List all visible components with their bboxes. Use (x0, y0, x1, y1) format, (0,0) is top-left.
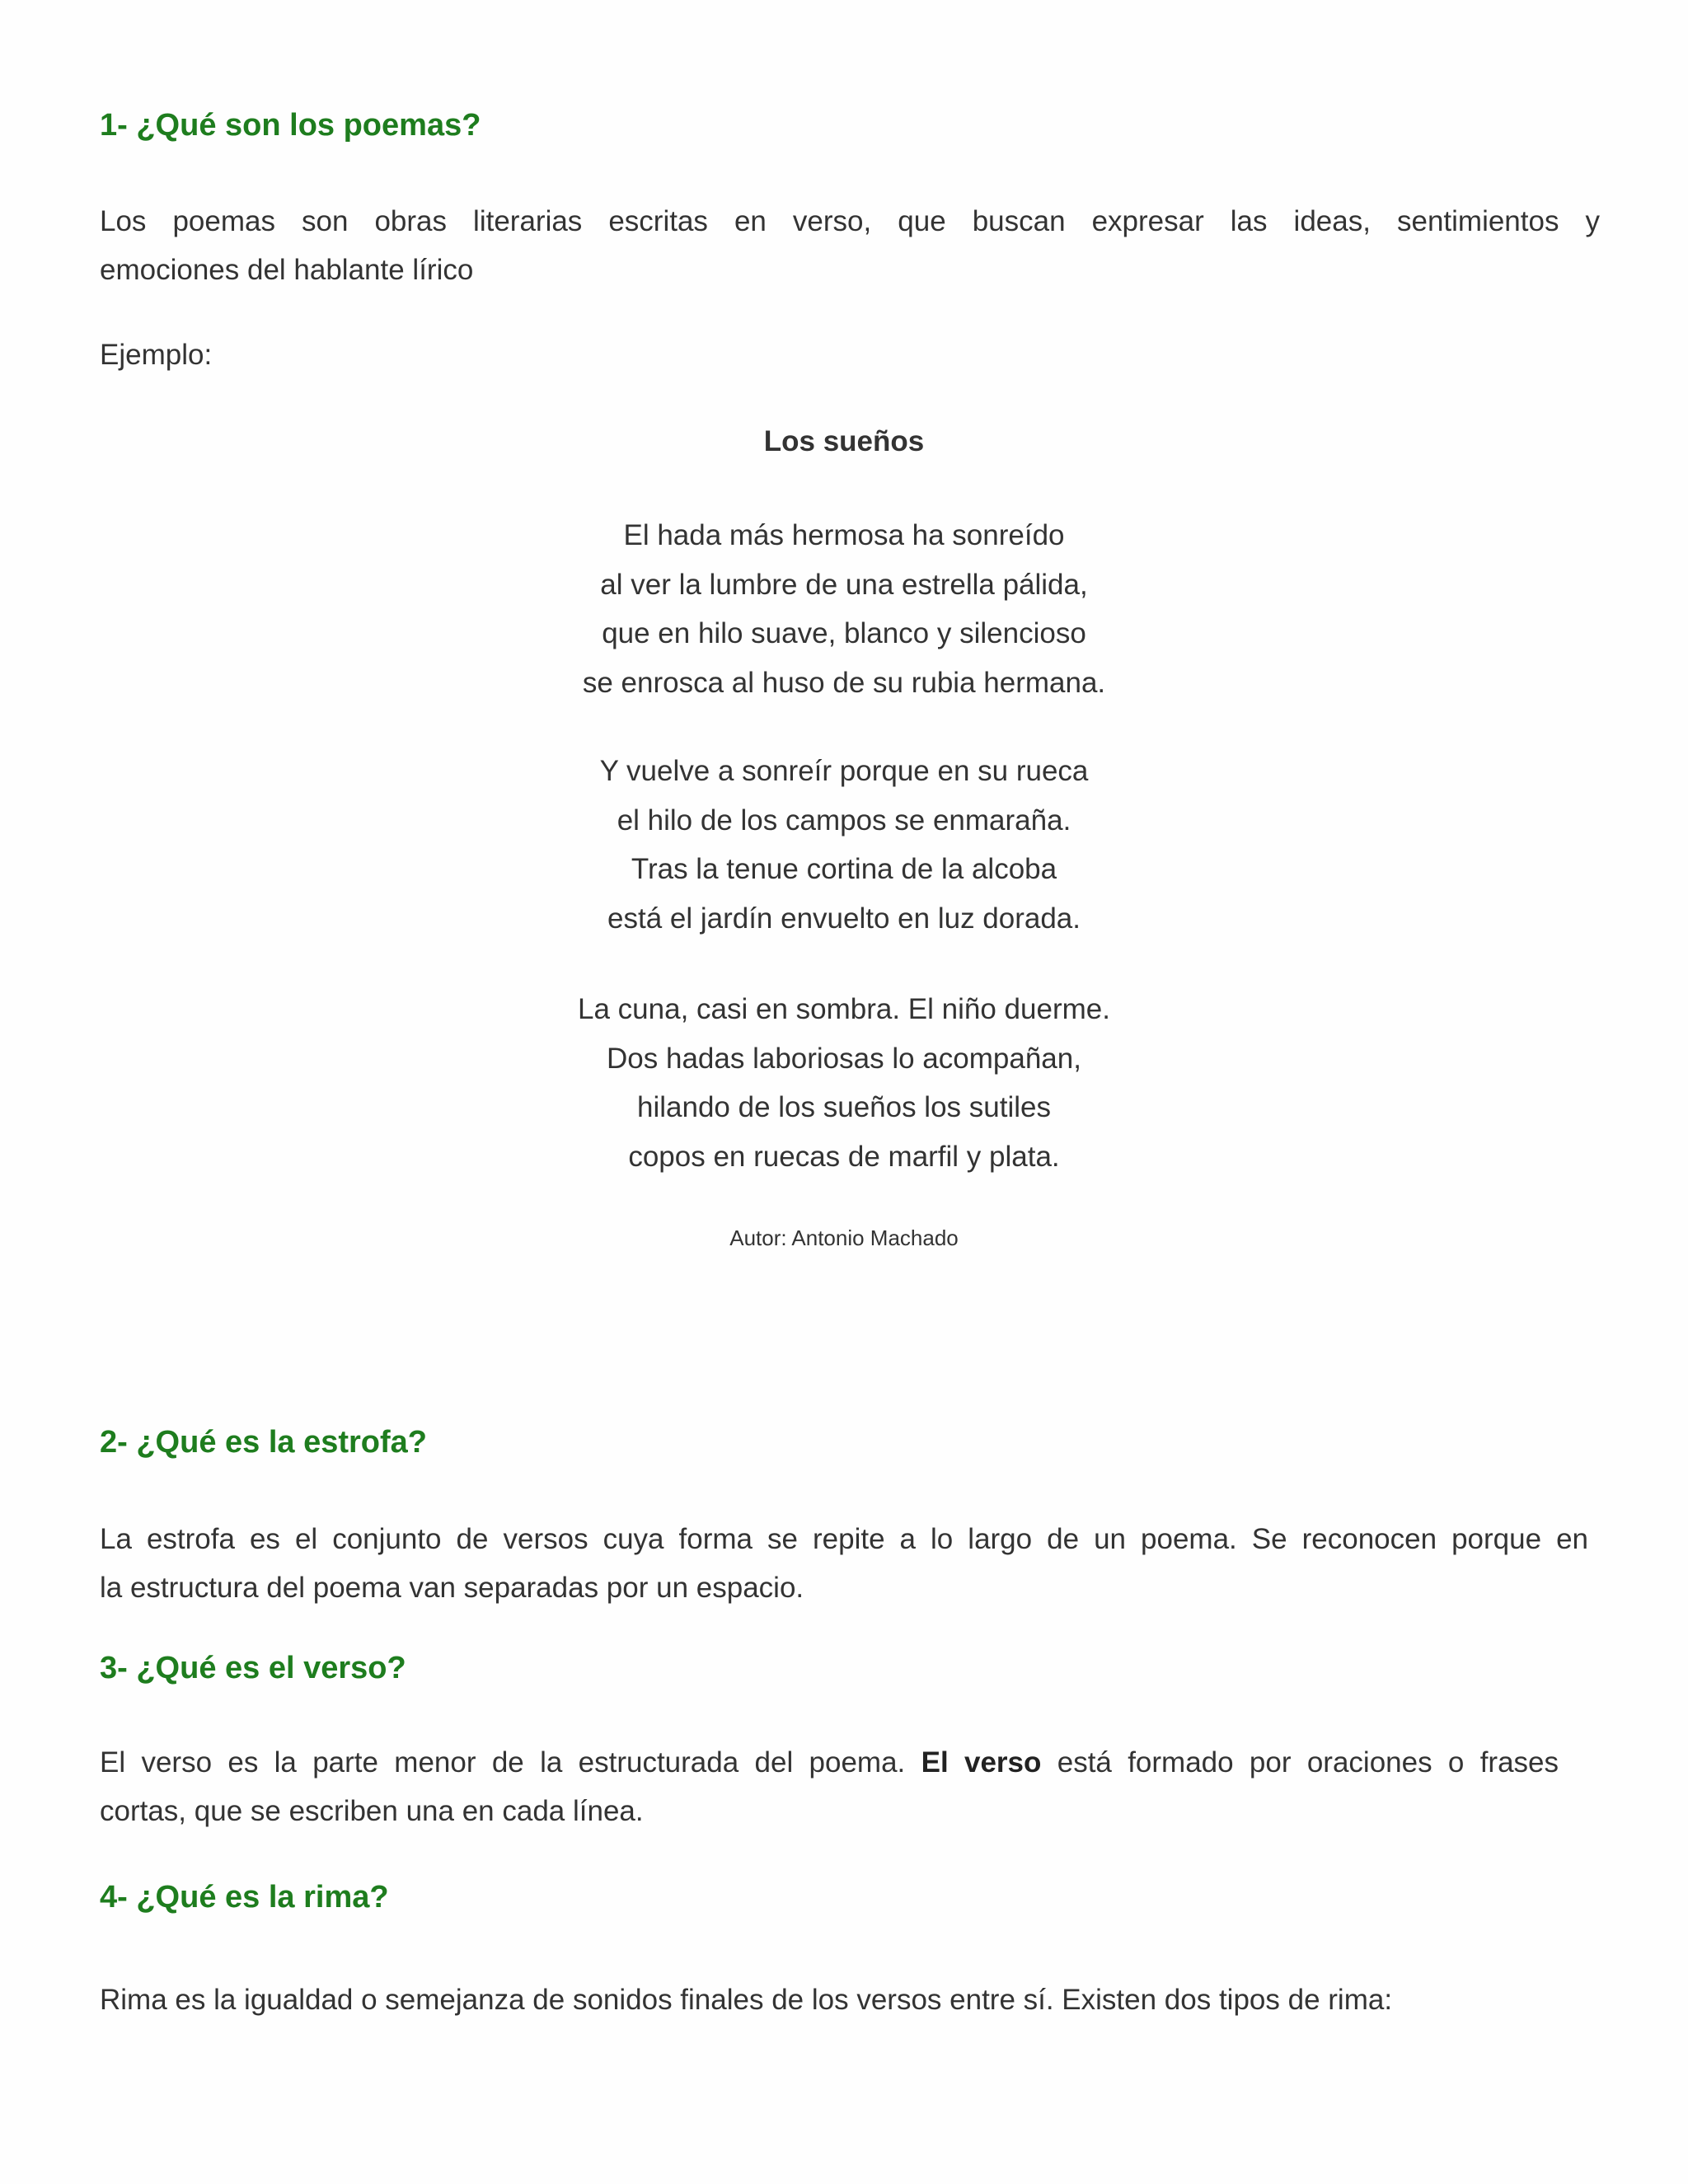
poem-author: Autor: Antonio Machado (729, 1226, 959, 1250)
paragraph-line: La estrofa es el conjunto de versos cuya forma se repite a lo largo de un poema. Se reconocen porque en (100, 1523, 1588, 1555)
paragraph-line: la estructura del poema van separadas por un espacio. (100, 1572, 804, 1604)
poem-verse: hilando de los sueños los sutiles (637, 1091, 1051, 1123)
paragraph-line (100, 1738, 1559, 1787)
paragraph-estrofa (100, 1515, 1588, 1612)
poem-verse: el hilo de los campos se enmaraña. (617, 804, 1071, 837)
poem-verse: se enrosca al huso de su rubia hermana. (582, 666, 1106, 699)
poem-verse: Tras la tenue cortina de la alcoba (631, 853, 1057, 885)
poem-verse: El hada más hermosa ha sonreído (623, 519, 1065, 551)
poem-verse: al ver la lumbre de una estrella pálida, (600, 568, 1088, 601)
poem-verse: Dos hadas laboriosas lo acompañan, (607, 1042, 1081, 1075)
paragraph-poemas (100, 197, 1600, 294)
section-heading-estrofa: 2- ¿Qué es la estrofa? (100, 1425, 428, 1460)
poem-stanza-2 (0, 747, 1688, 943)
poem-verse: está el jardín envuelto en luz dorada. (607, 902, 1081, 935)
poem-title: Los sueños (763, 425, 925, 457)
paragraph-verso (100, 1738, 1559, 1835)
section-heading-poemas: 1- ¿Qué son los poemas? (100, 108, 481, 143)
poem-verse: Y vuelve a sonreír porque en su rueca (599, 755, 1089, 787)
bold-term: El verso (921, 1746, 1042, 1779)
paragraph-line: cortas, que se escriben una en cada línea. (100, 1795, 644, 1827)
poem-verse: que en hilo suave, blanco y silencioso (602, 617, 1086, 649)
paragraph-line: Rima es la igualdad o semejanza de sonidos finales de los versos entre sí. Existen dos tipos de rima: (100, 1984, 1393, 2016)
poem-stanza-3 (0, 985, 1688, 1181)
paragraph-rima (100, 1975, 1600, 2024)
poem-stanza-1 (0, 511, 1688, 707)
poem-verse: La cuna, casi en sombra. El niño duerme. (578, 993, 1110, 1025)
paragraph-text: está formado por oraciones o frases (1041, 1746, 1559, 1779)
paragraph-line: emociones del hablante lírico (100, 254, 474, 286)
paragraph-line: Los poemas son obras literarias escritas en verso, que buscan expresar las ideas, sentimientos y (100, 205, 1600, 237)
section-heading-verso: 3- ¿Qué es el verso? (100, 1651, 406, 1685)
poem-verse: copos en ruecas de marfil y plata. (628, 1140, 1060, 1173)
example-label: Ejemplo: (100, 339, 213, 371)
paragraph-text: El verso es la parte menor de la estructurada del poema. (100, 1746, 921, 1779)
section-heading-rima: 4- ¿Qué es la rima? (100, 1880, 389, 1915)
